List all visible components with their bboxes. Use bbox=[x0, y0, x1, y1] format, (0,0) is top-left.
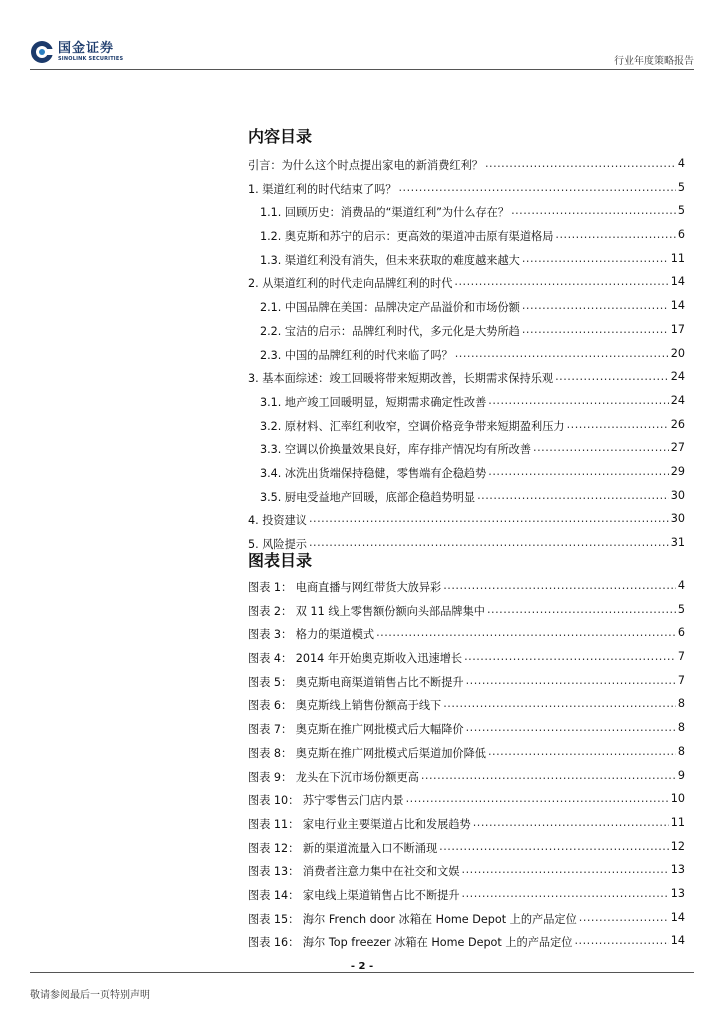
dot-leader bbox=[443, 579, 676, 592]
figure-entry-title: 图表 4： 2014 年开始奥克斯收入迅速增长 bbox=[248, 652, 463, 666]
toc-entry-title: 5. 风险提示 bbox=[248, 538, 307, 551]
toc-entry-title: 1. 渠道红利的时代结束了吗？ bbox=[248, 182, 397, 196]
toc-entry-title: 2. 从渠道红利的时代走向品牌红利的时代 bbox=[248, 277, 453, 291]
toc-entry-page: 4 bbox=[677, 157, 685, 170]
figure-entry-page: 8 bbox=[677, 697, 685, 711]
dot-leader bbox=[421, 769, 676, 782]
dot-leader bbox=[511, 204, 676, 217]
figure-entry-page: 6 bbox=[677, 626, 685, 640]
dot-leader bbox=[398, 181, 675, 194]
figure-entry-page: 9 bbox=[677, 768, 685, 782]
report-type-label: 行业年度策略报告 bbox=[614, 56, 694, 67]
figure-entry[interactable] bbox=[248, 697, 685, 721]
toc-entry[interactable] bbox=[248, 441, 685, 465]
figure-entry-page: 8 bbox=[677, 744, 685, 758]
logo-english-name: SINOLINK SECURITIES bbox=[58, 56, 124, 62]
dot-leader bbox=[406, 792, 669, 805]
figure-entry-title: 图表 13： 消费者注意力集中在社交和文娱 bbox=[248, 865, 460, 879]
figure-entry-page: 13 bbox=[670, 863, 685, 877]
toc-entry[interactable] bbox=[248, 512, 685, 536]
toc-entry-page: 17 bbox=[670, 322, 685, 336]
figure-entry-page: 11 bbox=[670, 815, 685, 829]
toc-entry-title: 1.1. 回顾历史：消费品的“渠道红利”为什么存在？ bbox=[260, 206, 510, 220]
dot-leader bbox=[376, 626, 676, 639]
figure-entry-page: 10 bbox=[670, 792, 685, 806]
toc-entry[interactable] bbox=[248, 489, 685, 513]
figure-entry-page: 14 bbox=[670, 910, 685, 924]
dot-leader bbox=[466, 721, 676, 734]
toc-entry-page: 27 bbox=[670, 441, 685, 455]
page-header bbox=[30, 38, 694, 66]
figure-entry[interactable] bbox=[248, 840, 685, 864]
figure-entry[interactable] bbox=[248, 650, 685, 674]
figure-entry-title: 图表 12： 新的渠道流量入口不断涌现 bbox=[248, 841, 438, 855]
toc-entry-title: 4. 投资建议 bbox=[248, 514, 307, 528]
toc-entry-title: 2.3. 中国的品牌红利的时代来临了吗？ bbox=[260, 348, 453, 362]
toc-entry[interactable] bbox=[248, 323, 685, 347]
dot-leader bbox=[579, 911, 669, 924]
dot-leader bbox=[487, 603, 676, 616]
toc-entry[interactable] bbox=[248, 418, 685, 442]
figure-entry-title: 图表 16： 海尔 Top freezer 冰箱在 Home Depot 上的产品定位 bbox=[248, 936, 573, 950]
figure-entry-title: 图表 11： 家电行业主要渠道占比和发展趋势 bbox=[248, 817, 471, 831]
figure-entry-title: 图表 6： 奥克斯线上销售份额高于线下 bbox=[248, 699, 442, 713]
figure-entry[interactable] bbox=[248, 911, 685, 935]
dot-leader bbox=[464, 650, 676, 663]
toc-entry-title: 3. 基本面综述：竣工回暖将带来短期改善，长期需求保持乐观 bbox=[248, 372, 554, 386]
toc-entry-page: 31 bbox=[670, 536, 685, 549]
toc-entry-page: 5 bbox=[677, 204, 685, 218]
toc-entry-title: 3.4. 冰洗出货端保持稳健，零售端有企稳趋势 bbox=[260, 466, 487, 480]
figure-entry-page: 8 bbox=[677, 721, 685, 735]
dot-leader bbox=[439, 840, 669, 853]
figure-entry[interactable] bbox=[248, 745, 685, 769]
toc-title: 内容目录 bbox=[248, 127, 313, 146]
toc-entry[interactable] bbox=[248, 299, 685, 323]
dot-leader bbox=[533, 441, 669, 454]
toc-entry-page: 5 bbox=[677, 180, 685, 194]
figures-title: 图表目录 bbox=[248, 551, 313, 570]
figures-list bbox=[248, 579, 685, 958]
toc-entry[interactable] bbox=[248, 204, 685, 228]
figure-entry-title: 图表 15： 海尔 French door 冰箱在 Home Depot 上的产品定位 bbox=[248, 912, 577, 926]
figure-entry-page: 12 bbox=[670, 839, 685, 853]
toc-entry-page: 14 bbox=[670, 299, 685, 313]
dot-leader bbox=[309, 512, 669, 525]
figure-entry-page: 7 bbox=[677, 650, 685, 664]
toc-entry-title: 2.1. 中国品牌在美国：品牌决定产品溢价和市场份额 bbox=[260, 301, 520, 315]
sinolink-logo-icon bbox=[30, 40, 54, 64]
dot-leader bbox=[455, 347, 669, 360]
dot-leader bbox=[466, 674, 676, 687]
figure-entry-page: 7 bbox=[677, 673, 685, 687]
figure-entry-title: 图表 5： 奥克斯电商渠道销售占比不断提升 bbox=[248, 675, 464, 689]
dot-leader bbox=[488, 745, 676, 758]
dot-leader bbox=[555, 228, 675, 241]
toc-entry[interactable] bbox=[248, 275, 685, 299]
toc-entry[interactable] bbox=[248, 536, 685, 560]
figure-entry[interactable] bbox=[248, 579, 685, 603]
dot-leader bbox=[488, 465, 668, 478]
dot-leader bbox=[522, 299, 669, 312]
toc-entry-page: 30 bbox=[670, 512, 685, 526]
figure-entry-page: 5 bbox=[677, 602, 685, 616]
toc-entry[interactable] bbox=[248, 370, 685, 394]
figure-entry[interactable] bbox=[248, 887, 685, 911]
figure-entry[interactable] bbox=[248, 769, 685, 793]
figure-entry[interactable] bbox=[248, 934, 685, 958]
toc-entry[interactable] bbox=[248, 394, 685, 418]
figure-entry-title: 图表 10： 苏宁零售云门店内景 bbox=[248, 794, 404, 808]
figure-entry[interactable] bbox=[248, 863, 685, 887]
footer-divider bbox=[30, 972, 694, 973]
toc-entry-title: 1.3. 渠道红利没有消失，但未来获取的难度越来越大 bbox=[260, 253, 520, 267]
figure-entry-page: 4 bbox=[677, 579, 685, 592]
figure-entry[interactable] bbox=[248, 626, 685, 650]
toc-entry-page: 14 bbox=[670, 275, 685, 289]
toc-entry-title: 1.2. 奥克斯和苏宁的启示：更高效的渠道冲击原有渠道格局 bbox=[260, 230, 554, 244]
figure-entry[interactable] bbox=[248, 674, 685, 698]
figure-entry-title: 图表 8： 奥克斯在推广网批模式后渠道加价降低 bbox=[248, 746, 486, 760]
dot-leader bbox=[555, 370, 669, 383]
dot-leader bbox=[477, 489, 669, 502]
toc-entry[interactable] bbox=[248, 347, 685, 371]
toc-entry-title: 引言：为什么这个时点提出家电的新消费红利？ bbox=[248, 159, 483, 172]
toc-entry-title: 3.3. 空调以价换量效果良好，库存排产情况均有所改善 bbox=[260, 443, 532, 457]
dot-leader bbox=[454, 275, 668, 288]
dot-leader bbox=[488, 394, 668, 407]
figure-entry-title: 图表 3： 格力的渠道模式 bbox=[248, 628, 375, 642]
toc-entry[interactable] bbox=[248, 157, 685, 181]
toc-entry-page: 6 bbox=[677, 228, 685, 242]
figure-entry[interactable] bbox=[248, 603, 685, 627]
contents-list bbox=[248, 157, 685, 560]
dot-leader bbox=[462, 887, 669, 900]
toc-entry-title: 3.2. 原材料、汇率红利收窄，空调价格竞争带来短期盈利压力 bbox=[260, 419, 565, 433]
toc-entry-page: 30 bbox=[670, 488, 685, 502]
dot-leader bbox=[522, 323, 669, 336]
toc-entry-page: 20 bbox=[670, 346, 685, 360]
header-divider bbox=[30, 69, 694, 70]
figure-entry-page: 14 bbox=[670, 934, 685, 948]
toc-entry[interactable] bbox=[248, 252, 685, 276]
figure-entry-title: 图表 7： 奥克斯在推广网批模式后大幅降价 bbox=[248, 723, 464, 737]
figure-entry-title: 图表 9： 龙头在下沉市场份额更高 bbox=[248, 770, 419, 784]
company-logo bbox=[30, 38, 123, 66]
page-number: - 2 - bbox=[350, 961, 374, 972]
dot-leader bbox=[462, 863, 669, 876]
toc-entry-title: 2.2. 宝洁的启示：品牌红利时代，多元化是大势所趋 bbox=[260, 324, 520, 338]
dot-leader bbox=[443, 697, 676, 710]
toc-entry-page: 24 bbox=[670, 393, 685, 407]
toc-entry[interactable] bbox=[248, 465, 685, 489]
toc-entry-page: 29 bbox=[670, 464, 685, 478]
figure-entry[interactable] bbox=[248, 721, 685, 745]
toc-entry-title: 3.5. 厨电受益地产回暖，底部企稳趋势明显 bbox=[260, 490, 476, 504]
dot-leader bbox=[574, 934, 668, 947]
figure-entry-title: 图表 14： 家电线上渠道销售占比不断提升 bbox=[248, 888, 460, 902]
disclaimer-note: 敬请参阅最后一页特别声明 bbox=[30, 990, 150, 1001]
figure-entry[interactable] bbox=[248, 792, 685, 816]
dot-leader bbox=[567, 418, 669, 431]
toc-entry-page: 24 bbox=[670, 370, 685, 384]
toc-entry-title: 3.1. 地产竣工回暖明显，短期需求确定性改善 bbox=[260, 395, 487, 409]
toc-entry[interactable] bbox=[248, 181, 685, 205]
figure-entry[interactable] bbox=[248, 816, 685, 840]
dot-leader bbox=[473, 816, 669, 829]
toc-entry-page: 26 bbox=[670, 417, 685, 431]
figure-entry-title: 图表 1： 电商直播与网红带货大放异彩 bbox=[248, 581, 442, 594]
toc-entry-page: 11 bbox=[670, 251, 685, 265]
figure-entry-title: 图表 2： 双 11 线上零售额份额向头部品牌集中 bbox=[248, 604, 485, 618]
dot-leader bbox=[309, 536, 669, 549]
figure-entry-page: 13 bbox=[670, 886, 685, 900]
logo-chinese-name: 国金证券 bbox=[58, 41, 115, 56]
dot-leader bbox=[522, 252, 669, 265]
dot-leader bbox=[485, 157, 676, 170]
toc-entry[interactable] bbox=[248, 228, 685, 252]
